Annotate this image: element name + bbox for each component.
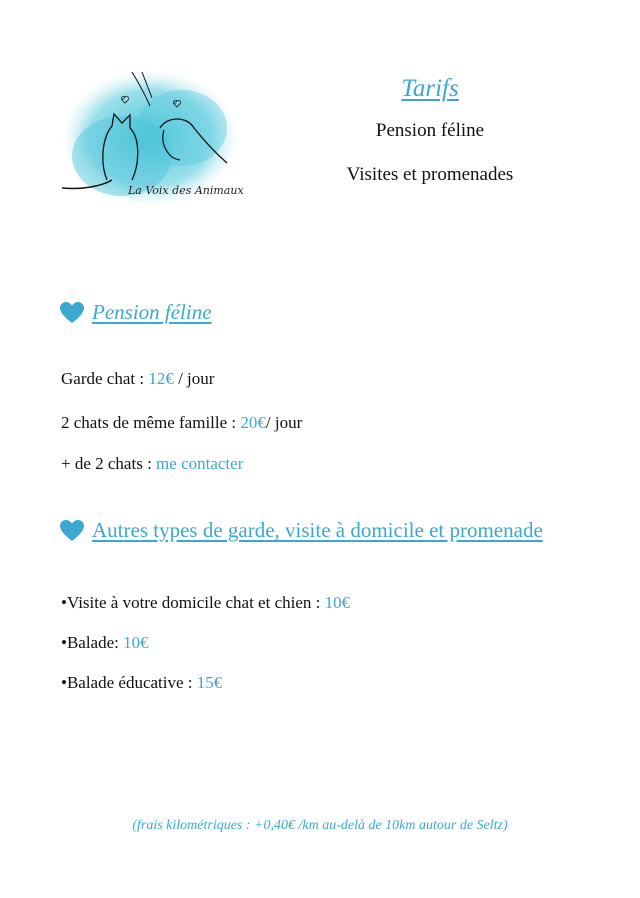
section-autres-head [60,518,543,543]
section-pension-title: Pension féline [92,300,212,324]
section-pension-head [60,300,212,325]
price-label: 2 chats de même famille : [61,413,241,432]
price-value: 15€ [196,673,223,692]
header [320,74,540,204]
price-row-plus-chats [61,454,243,474]
price-label: + de 2 chats : [61,454,157,473]
logo [52,68,242,210]
price-row-visite [61,593,350,613]
price-label: •Balade: [61,633,124,652]
price-row-deux-chats [61,413,302,433]
page-title: Tarifs [401,75,459,102]
header-subtitle-1: Pension féline [375,120,485,141]
price-value: 10€ [324,593,351,612]
logo-text: La Voix des Animaux [128,184,244,197]
price-value: 20€ [240,413,266,432]
price-label: •Balade éducative : [61,673,197,692]
price-row-balade-educative [61,673,222,693]
header-subtitle-2: Visites et promenades [346,164,514,185]
heart-icon [60,302,84,324]
section-autres [60,518,543,543]
price-suffix: / jour [173,369,215,388]
price-label: Garde chat : [61,369,149,388]
contact-link[interactable]: me contacter [156,454,244,473]
section-autres-title: Autres types de garde, visite à domicile et promenade [92,518,543,542]
footer-note: (frais kilométriques : +0,40€ /km au-delà de 10km autour de Seltz) [132,818,508,833]
price-value: 12€ [148,369,174,388]
price-label: •Visite à votre domicile chat et chien : [61,593,325,612]
section-pension [60,300,212,325]
heart-icon [60,520,84,542]
price-row-balade [61,633,149,653]
price-row-garde-chat [61,369,214,389]
price-value: 10€ [123,633,149,652]
price-suffix: / jour [265,413,303,432]
